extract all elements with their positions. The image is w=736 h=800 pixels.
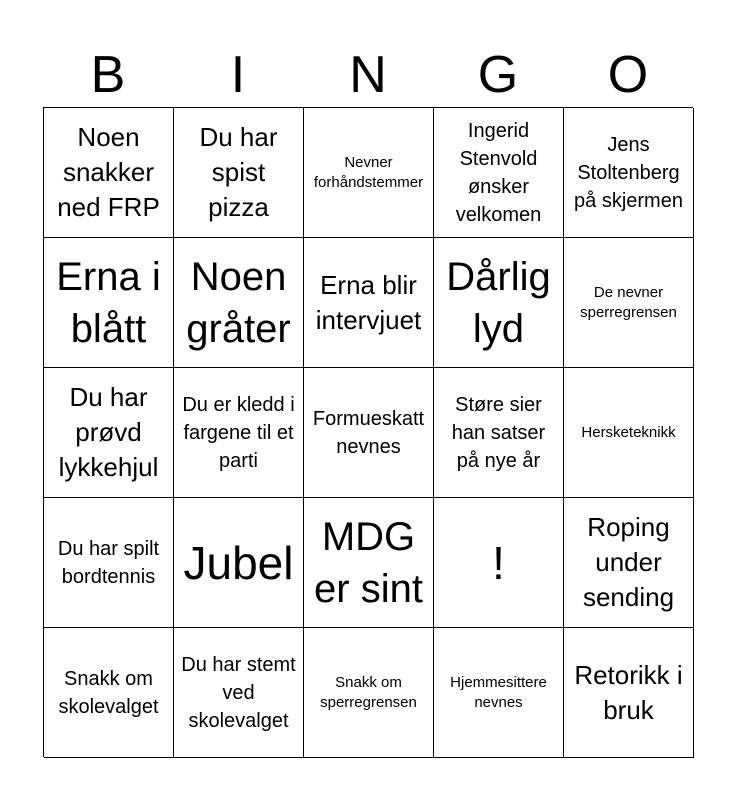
cell-text: Jens Stoltenberg på skjermen <box>574 133 683 212</box>
bingo-cell[interactable] <box>434 368 564 498</box>
bingo-cell[interactable] <box>304 498 434 628</box>
cell-text: Erna i blått <box>56 254 161 351</box>
cell-text: Retorikk i bruk <box>574 659 683 725</box>
bingo-cell[interactable] <box>44 368 174 498</box>
bingo-cell[interactable] <box>304 238 434 368</box>
header-letter-g: G <box>477 46 519 104</box>
cell-text: Dårlig lyd <box>446 254 551 351</box>
cell-text: MDG er sint <box>314 514 423 611</box>
bingo-cell[interactable] <box>44 498 174 628</box>
bingo-cell[interactable] <box>434 628 564 758</box>
bingo-cell[interactable] <box>564 498 694 628</box>
cell-text: Erna blir intervjuet <box>315 269 422 335</box>
bingo-cell[interactable] <box>564 628 694 758</box>
cell-text: Jubel <box>183 536 294 589</box>
bingo-cell[interactable] <box>174 628 304 758</box>
bingo-cell[interactable] <box>304 368 434 498</box>
bingo-cell[interactable] <box>304 628 434 758</box>
cell-text: Snakk om sperregrensen <box>320 673 417 711</box>
cell-text: Hersketeknikk <box>581 423 676 441</box>
bingo-cell[interactable] <box>564 108 694 238</box>
header-letter-i: I <box>230 46 246 104</box>
cell-text: De nevner sperregrensen <box>580 283 677 321</box>
bingo-cell[interactable] <box>434 108 564 238</box>
bingo-cell[interactable] <box>174 368 304 498</box>
bingo-cell[interactable] <box>304 108 434 238</box>
cell-text: Du har prøvd lykkehjul <box>58 382 159 482</box>
cell-text: Hjemmesittere nevnes <box>450 673 547 711</box>
cell-text: Ingerid Stenvold ønsker velkomen <box>455 119 542 226</box>
bingo-cell[interactable] <box>564 238 694 368</box>
cell-text: Nevner forhåndstemmer <box>313 153 424 191</box>
bingo-cell[interactable] <box>434 498 564 628</box>
cell-text: Formueskatt nevnes <box>312 407 425 458</box>
bingo-cell[interactable] <box>174 498 304 628</box>
cell-text: Noen snakker ned FRP <box>57 122 160 222</box>
cell-text: Roping under sending <box>582 512 675 612</box>
bingo-header <box>43 44 693 106</box>
bingo-cell[interactable] <box>174 238 304 368</box>
bingo-cell[interactable] <box>174 108 304 238</box>
cell-text: Snakk om skolevalget <box>58 667 159 718</box>
bingo-cell[interactable] <box>44 238 174 368</box>
header-letter-n: N <box>349 46 387 104</box>
cell-text: Du er kledd i fargene til et parti <box>182 393 295 472</box>
bingo-cell[interactable] <box>434 238 564 368</box>
header-letter-b: B <box>90 46 126 104</box>
cell-text: Du har spist pizza <box>199 122 278 222</box>
header-letter-o: O <box>607 46 649 104</box>
cell-text: Du har spilt bordtennis <box>57 537 160 588</box>
bingo-cell[interactable] <box>44 108 174 238</box>
bingo-board <box>43 107 693 757</box>
cell-text: Du har stemt ved skolevalget <box>181 653 296 732</box>
cell-text: Noen gråter <box>186 254 291 351</box>
bingo-cell[interactable] <box>44 628 174 758</box>
cell-text: ! <box>492 536 505 589</box>
cell-text: Støre sier han satser på nye år <box>451 393 546 472</box>
bingo-cell[interactable] <box>564 368 694 498</box>
